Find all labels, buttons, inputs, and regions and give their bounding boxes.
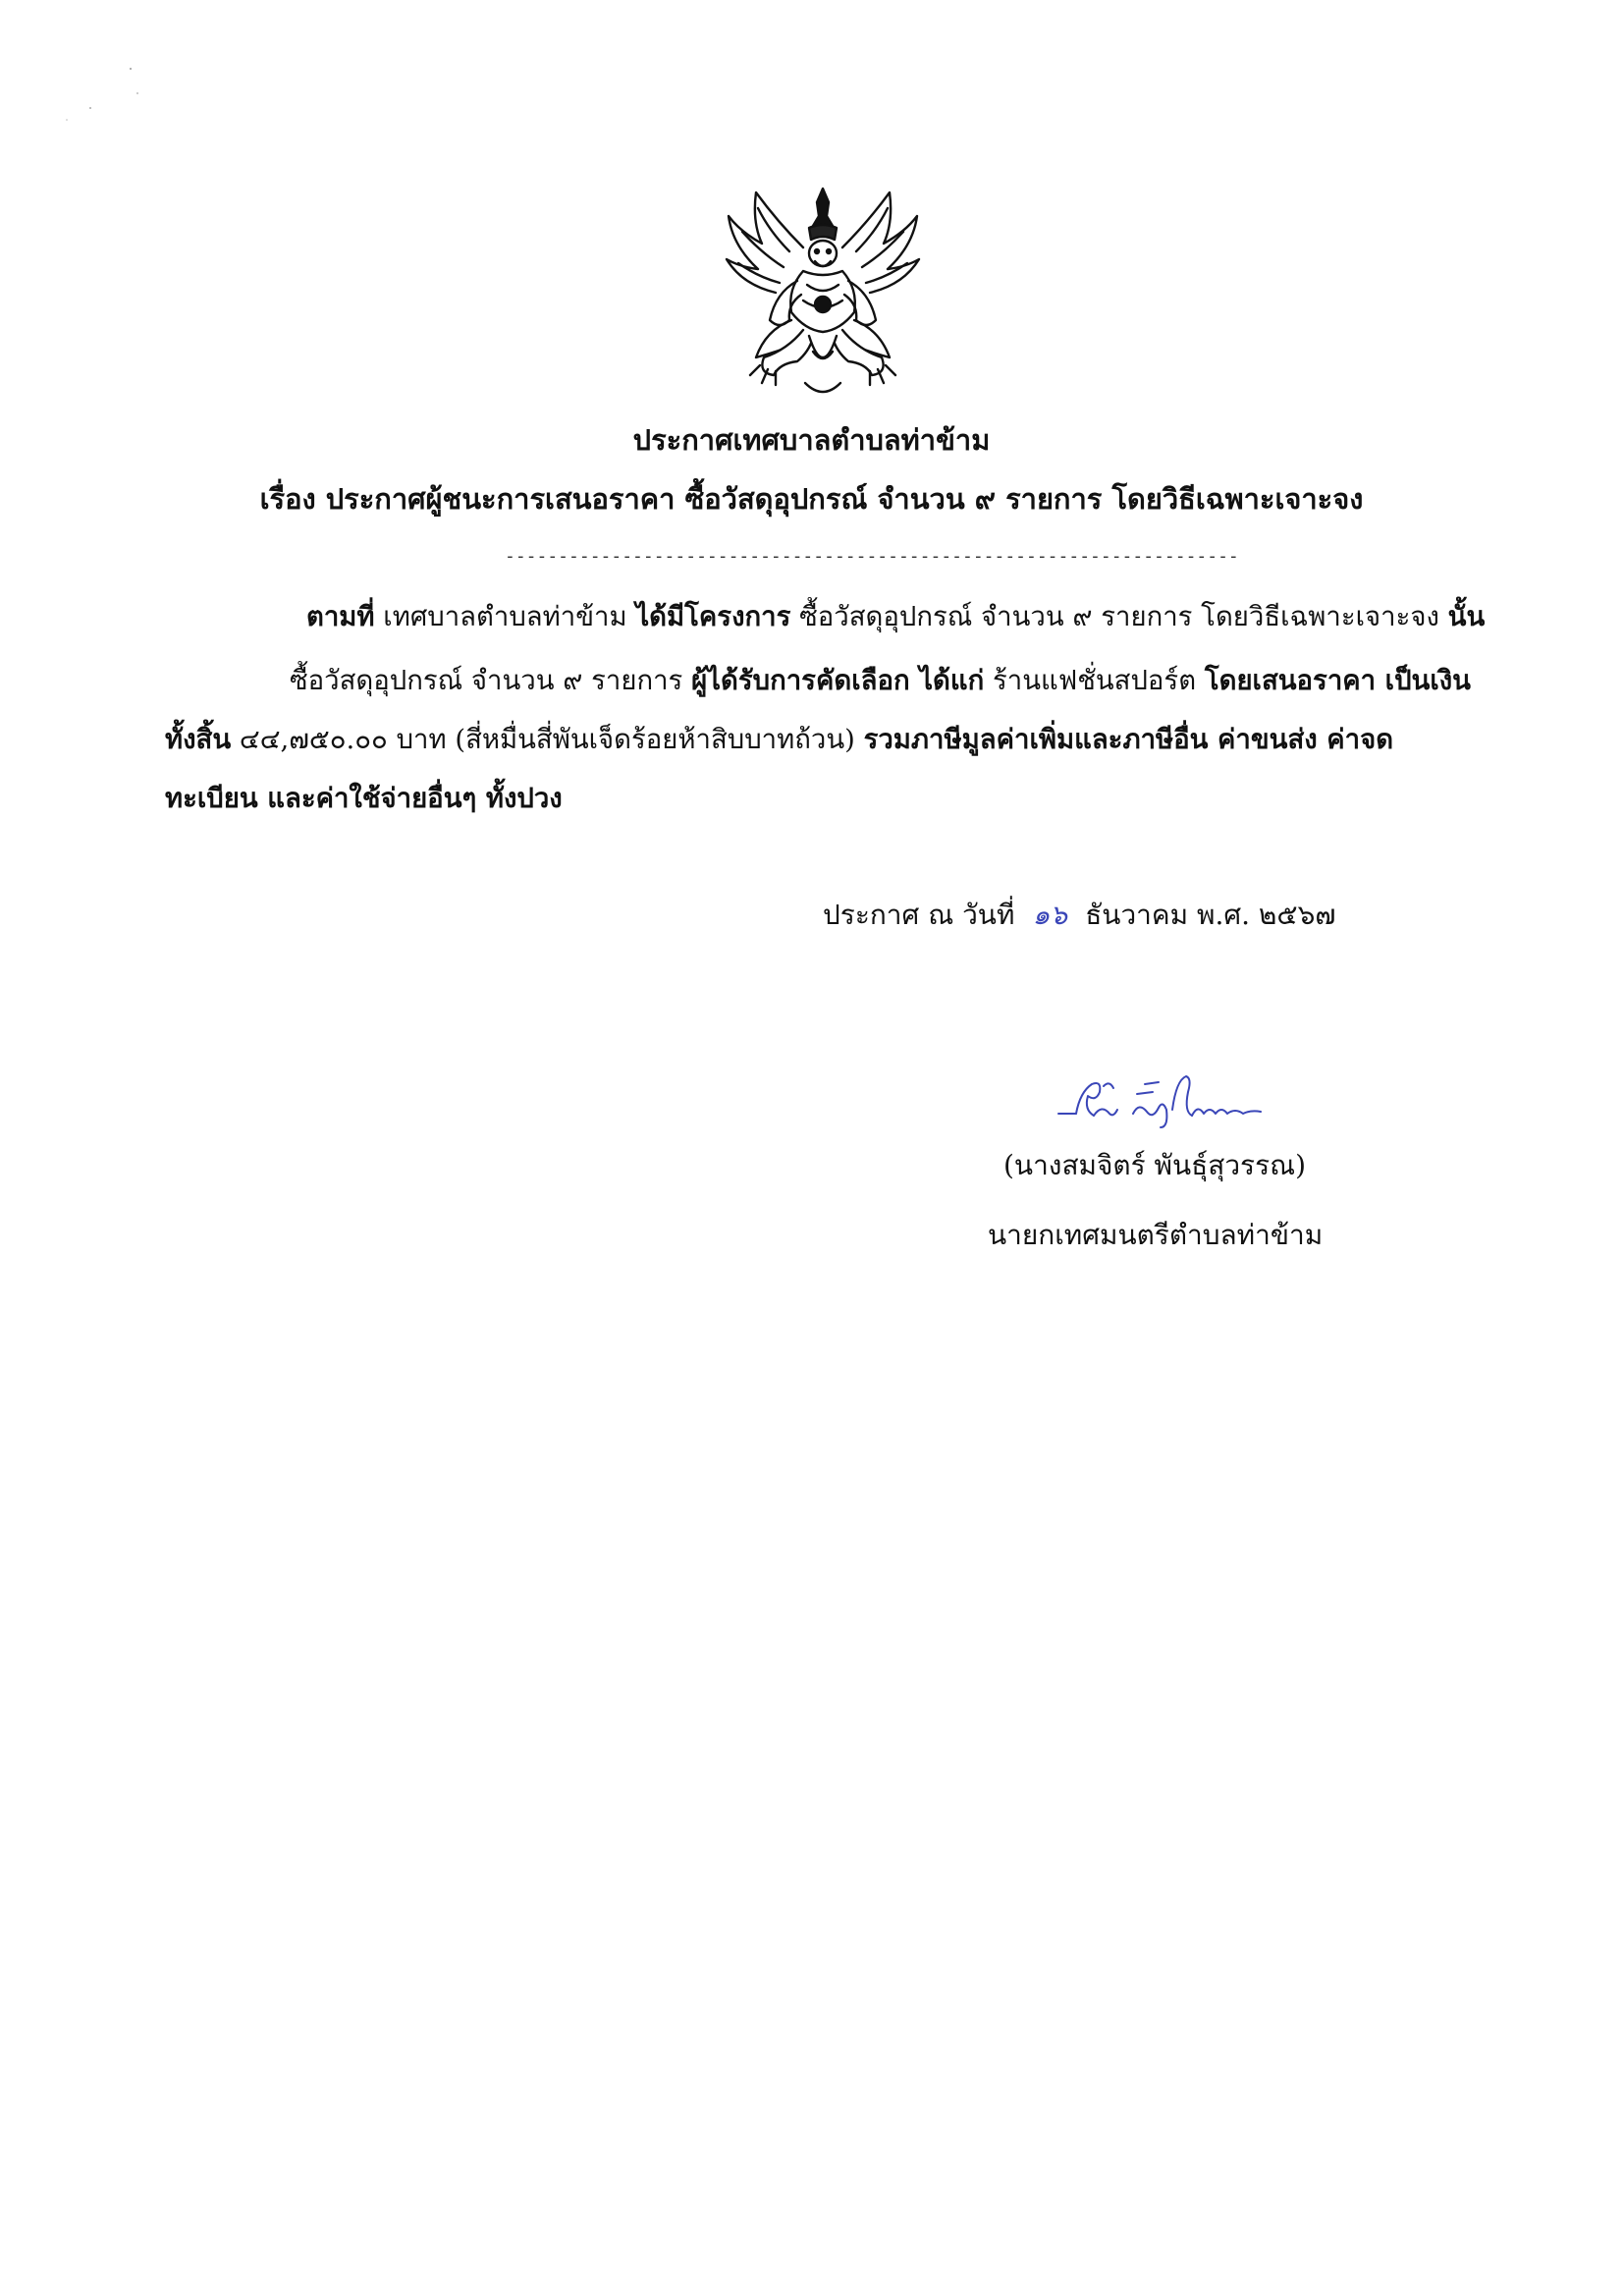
date-prefix: ประกาศ ณ วันที่ [823, 899, 1015, 931]
signatory-name: (นางสมจิตร์ พันธุ์สุวรรณ) [1003, 1149, 1307, 1181]
body-line-1 [306, 597, 1485, 636]
body-line-4 [165, 779, 563, 818]
body-segment: ทะเบียน และค่าใช้จ่ายอื่นๆ ทั้งปวง [165, 783, 563, 814]
body-segment: นั้น [1447, 601, 1486, 632]
body-segment: ซื้อวัสดุอุปกรณ์ จำนวน ๙ รายการ โดยวิธีเฉพาะเจาะจง [790, 601, 1448, 632]
scan-specks [59, 59, 147, 137]
signatory-position: นายกเทศมนตรีตำบลท่าข้าม [988, 1219, 1324, 1251]
date-month-year: ธันวาคม พ.ศ. ๒๕๖๗ [1085, 899, 1336, 931]
body-segment: รวมภาษีมูลค่าเพิ่มและภาษีอื่น ค่าขนส่ง ค่าจด [863, 724, 1394, 755]
garuda-emblem-icon [719, 183, 927, 401]
subject-label: เรื่อง ประกาศผู้ชนะการเสนอราคา [259, 482, 676, 516]
body-line-2 [290, 661, 1471, 700]
body-line-3 [165, 720, 1393, 759]
divider-line: --------------------------------------------------------------------- [505, 546, 1239, 567]
subject-text: ซื้อวัสดุอุปกรณ์ จำนวน ๙ รายการ โดยวิธีเฉพาะเจาะจง [684, 482, 1364, 516]
body-segment: ได้มีโครงการ [635, 601, 791, 632]
body-segment: ซื้อวัสดุอุปกรณ์ จำนวน ๙ รายการ [290, 665, 692, 696]
subject-line [0, 479, 1623, 519]
announcement-title: ประกาศเทศบาลตำบลท่าข้าม [632, 423, 991, 457]
body-segment: ร้านแฟชั่นสปอร์ต [984, 665, 1205, 696]
body-segment: ผู้ได้รับการคัดเลือก ได้แก่ [691, 665, 985, 696]
date-day-handwritten: ๑๖ [1032, 899, 1068, 931]
body-segment: ทั้งสิ้น [165, 724, 232, 755]
announcement-date [823, 896, 1335, 935]
body-segment: โดยเสนอราคา เป็นเงิน [1204, 665, 1471, 696]
handwritten-signature-icon [1055, 1070, 1280, 1131]
body-segment: ๔๔,๗๕๐.๐๐ บาท (สี่หมื่นสี่พันเจ็ดร้อยห้าสิบบาทถ้วน) [231, 724, 864, 755]
body-segment: ตามที่ [306, 601, 375, 632]
body-segment: เทศบาลตำบลท่าข้าม [374, 601, 636, 632]
